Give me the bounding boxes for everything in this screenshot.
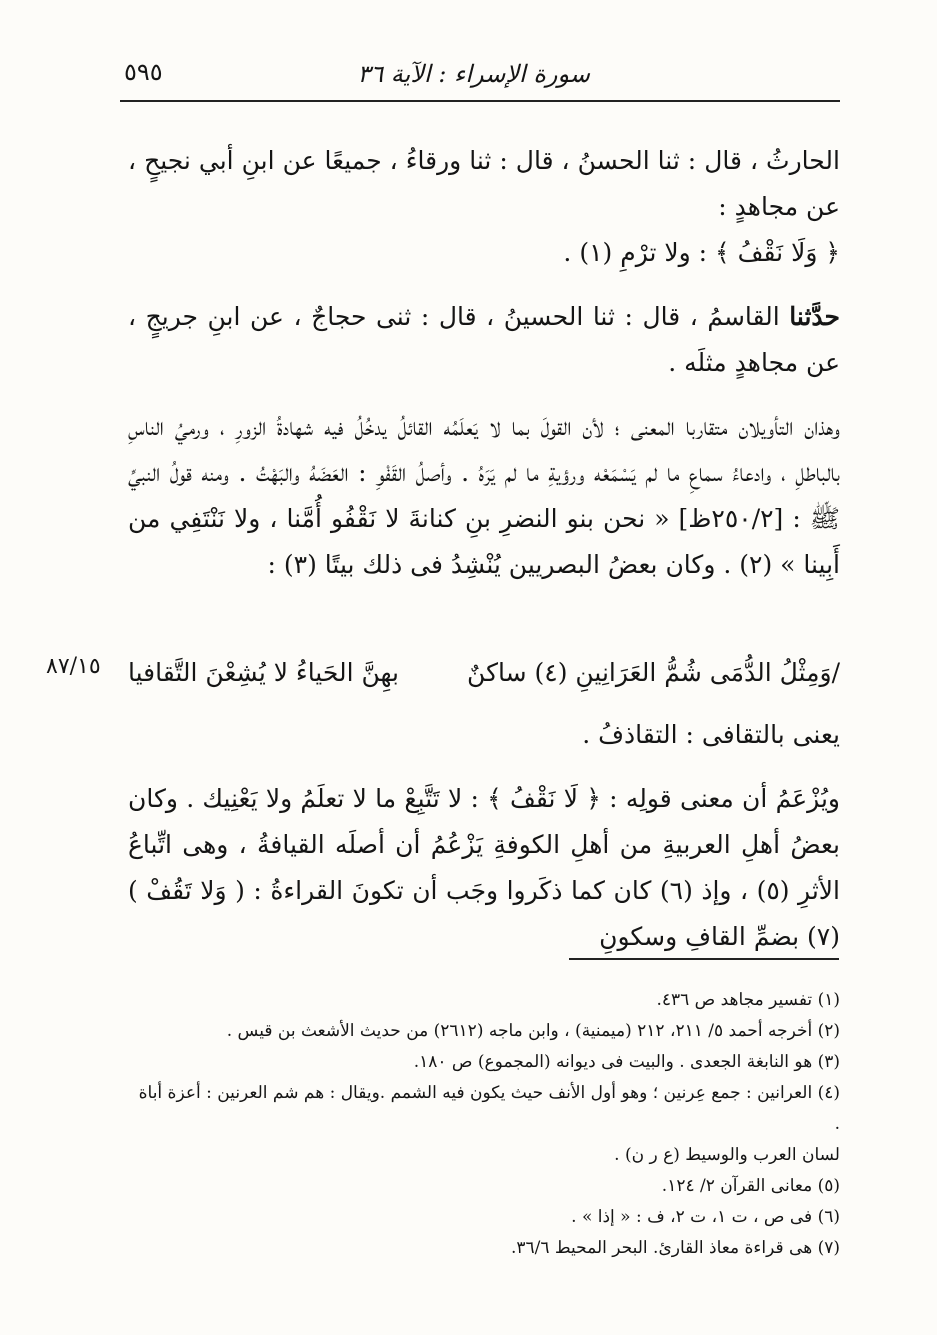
main-text-continued xyxy=(128,712,840,978)
paragraph-2-lead-word: حدَّثنا xyxy=(789,302,840,331)
main-text xyxy=(128,138,840,606)
page-number: ٥٩٥ xyxy=(124,58,163,86)
footnote: (١) تفسير مجاهد ص ٤٣٦. xyxy=(656,990,840,1010)
verse-first-hemistich: /وَمِثْلُ الدُّمَى شُمُّ العَرَانِينِ (٤) ساكنٌ xyxy=(467,658,840,687)
paragraph-5: ويُزْعَمُ أن معنى قولِه : ﴿ لَا نَقْفُ ﴾ : لا تَتَّبِعْ ما لا تعلَمُ ولا يَعْنِيك . وكان بعضُ أهلِ العربيةِ من أهلِ الكوفةِ يَزْعُمُ أن أصلَه القيافةُ ، وهى اتِّباعُ الأثرِ (٥) ، وإذ (٦) كان كما ذكَروا وجَب أن تكونَ القراءةُ : ( وَلا تَقُفْ ) (٧) بضمِّ القافِ وسكونِ xyxy=(128,784,841,951)
footnotes xyxy=(128,985,840,1264)
paragraph-1-line-2: ﴿ وَلَا نَقْفُ ﴾ : ولا ترْمِ (١) . xyxy=(563,238,840,267)
footnote: (٤) العرانين : جمع عِرنين ؛ وهو أول الأنف حيث يكون فيه الشمم .ويقال : هم شم العرنين : أعزة أباة . xyxy=(138,1083,840,1134)
running-title: سورة الإسراء : الآية ٣٦ xyxy=(357,60,590,88)
paragraph-3: وهذان التأويلان متقاربا المعنى ؛ لأن القولَ بما لا يَعلَمُه القائلُ يدخُلُ فيه شهادةُ الزورِ ، ورميُ الناسِ بالباطلِ ، وادعاءُ سماعِ ما لم يَسْمَعْه ورؤيةِ ما لم يَرَهُ . وأصلُ القَفْوِ : العَضَهُ والبَهْتُ . ومنه قولُ النبيِّ ﷺ : [٢٥٠/٢ظ] « نحن بنو النضرِ بنِ كنانةَ لا نَقْفُو أُمَّنا ، ولا نَنْتَفِي من أَبِينا » (٢) . وكان بعضُ البصريين يُنْشِدُ فى ذلك بيتًا (٣) : xyxy=(128,412,840,579)
margin-reference: ٨٧/١٥ xyxy=(46,654,101,679)
footnote-separator xyxy=(569,958,839,960)
paragraph-1 xyxy=(128,138,840,276)
verse-second-hemistich: بهِنَّ الحَياءُ لا يُشِعْنَ التَّقافيا xyxy=(128,658,400,687)
paragraph-1-line-1: الحارثُ ، قال : ثنا الحسنُ ، قال : ثنا ورقاءُ ، جميعًا عن ابنِ أبي نجيحٍ ، عن مجاهدٍ : xyxy=(128,146,840,221)
footnote: (٢) أخرجه أحمد ٥/ ٢١١، ٢١٢ (ميمنية) ، وابن ماجه (٢٦١٢) من حديث الأشعث بن قيس . xyxy=(226,1021,840,1041)
footnote: لسان العرب والوسيط (ع ر ن) . xyxy=(614,1145,840,1165)
footnote: (٧) هى قراءة معاذ القارئ. البحر المحيط ٣٦/٦. xyxy=(510,1238,840,1258)
paragraph-4: يعنى بالتقافى : التقاذفُ . xyxy=(582,720,840,749)
footnote: (٥) معانى القرآن ٢/ ١٢٤. xyxy=(661,1176,840,1196)
footnote: (٣) هو النابغة الجعدى . والبيت فى ديوانه (المجموع) ص ١٨٠. xyxy=(413,1052,840,1072)
page-header xyxy=(120,52,840,102)
footnote: (٦) فى ص ، ت ١، ت ٢، ف : « إذا » . xyxy=(571,1207,840,1227)
paragraph-2: حدَّثنا القاسمُ ، قال : ثنا الحسينُ ، قال : ثنى حجاجٌ ، عن ابنِ جريجٍ ، عن مجاهدٍ مثلَه . xyxy=(128,302,840,377)
poetry-verse xyxy=(128,650,840,696)
